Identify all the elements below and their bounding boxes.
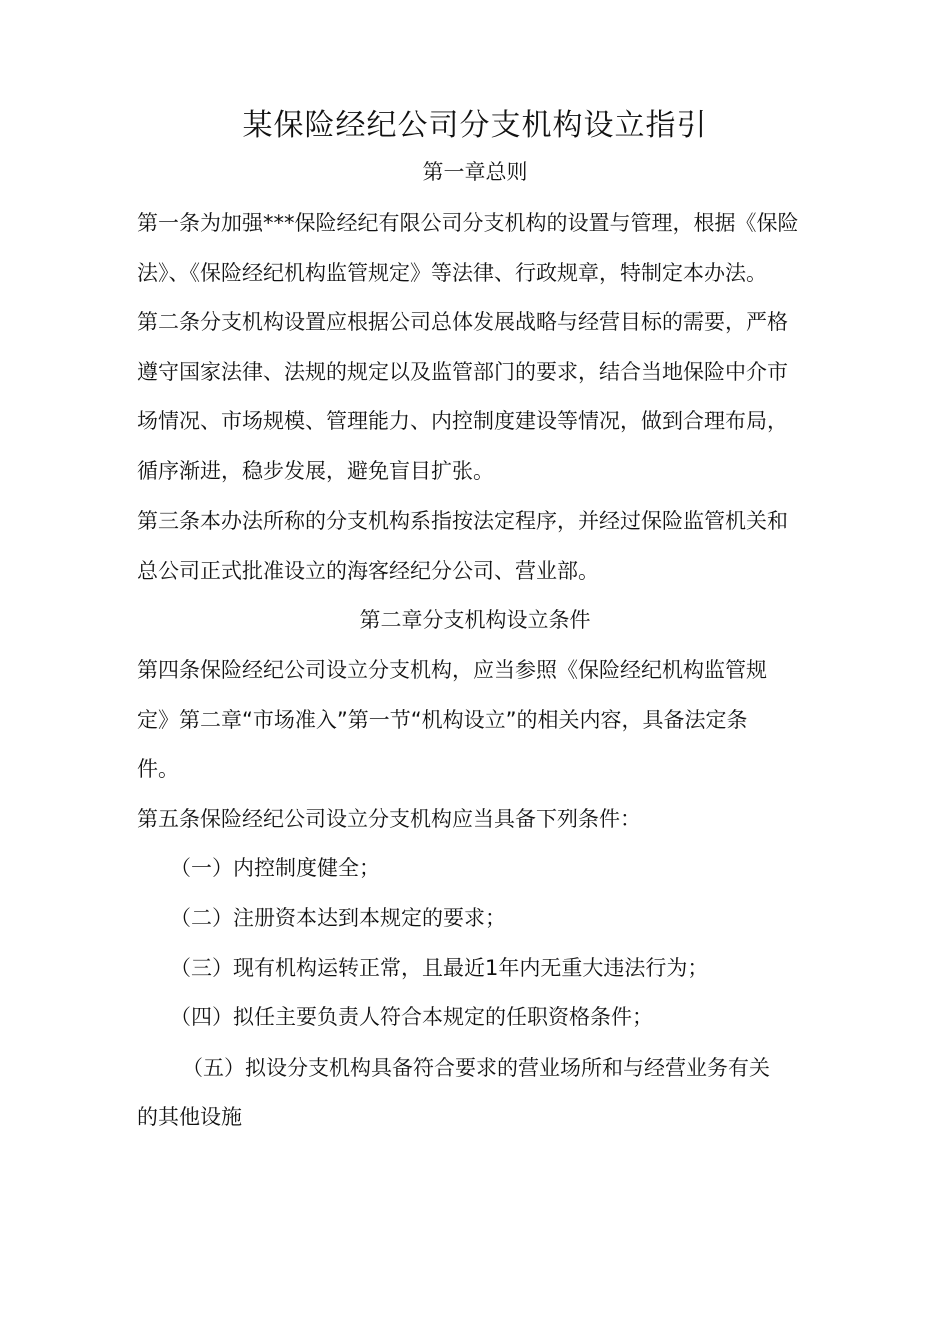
article-2-line-4: 循序渐进，稳步发展，避免盲目扩张。 (137, 459, 494, 483)
condition-item-3: （三）现有机构运转正常，且最近1年内无重大违法行为； (170, 956, 709, 980)
article-4-line-2: 定》第二章“市场准入”第一节“机构设立”的相关内容，具备法定条 (137, 708, 748, 732)
article-2-line-1: 第二条分支机构设置应根据公司总体发展战略与经营目标的需要，严格 (137, 310, 788, 334)
article-4-line-3: 件。 (137, 757, 179, 781)
article-2-line-3: 场情况、市场规模、管理能力、内控制度建设等情况，做到合理布局， (137, 409, 788, 433)
condition-item-5-continuation: 的其他设施 (137, 1105, 242, 1129)
article-1-line-2: 法》、《保险经纪机构监管规定》等法律、行政规章，特制定本办法。 (137, 261, 767, 285)
condition-item-4: （四）拟任主要负责人符合本规定的任职资格条件； (170, 1005, 653, 1029)
article-1-line-1: 第一条为加强***保险经纪有限公司分支机构的设置与管理，根据《保险 (137, 211, 799, 235)
chapter-2-heading: 第二章分支机构设立条件 (359, 608, 591, 632)
article-2-line-2: 遵守国家法律、法规的规定以及监管部门的要求，结合当地保险中介市 (137, 360, 788, 384)
article-4-line-1: 第四条保险经纪公司设立分支机构，应当参照《保险经纪机构监管规 (137, 658, 767, 682)
document-title: 某保险经纪公司分支机构设立指引 (242, 108, 708, 143)
article-5-text: 第五条保险经纪公司设立分支机构应当具备下列条件： (137, 807, 641, 831)
condition-item-1: （一）内控制度健全； (170, 856, 380, 880)
condition-item-5: （五）拟设分支机构具备符合要求的营业场所和与经营业务有关 (182, 1056, 770, 1080)
condition-item-2: （二）注册资本达到本规定的要求； (170, 906, 506, 930)
article-3-line-2: 总公司正式批准设立的海客经纪分公司、营业部。 (137, 559, 599, 583)
article-3-line-1: 第三条本办法所称的分支机构系指按法定程序，并经过保险监管机关和 (137, 509, 788, 533)
chapter-1-heading: 第一章总则 (422, 160, 528, 184)
